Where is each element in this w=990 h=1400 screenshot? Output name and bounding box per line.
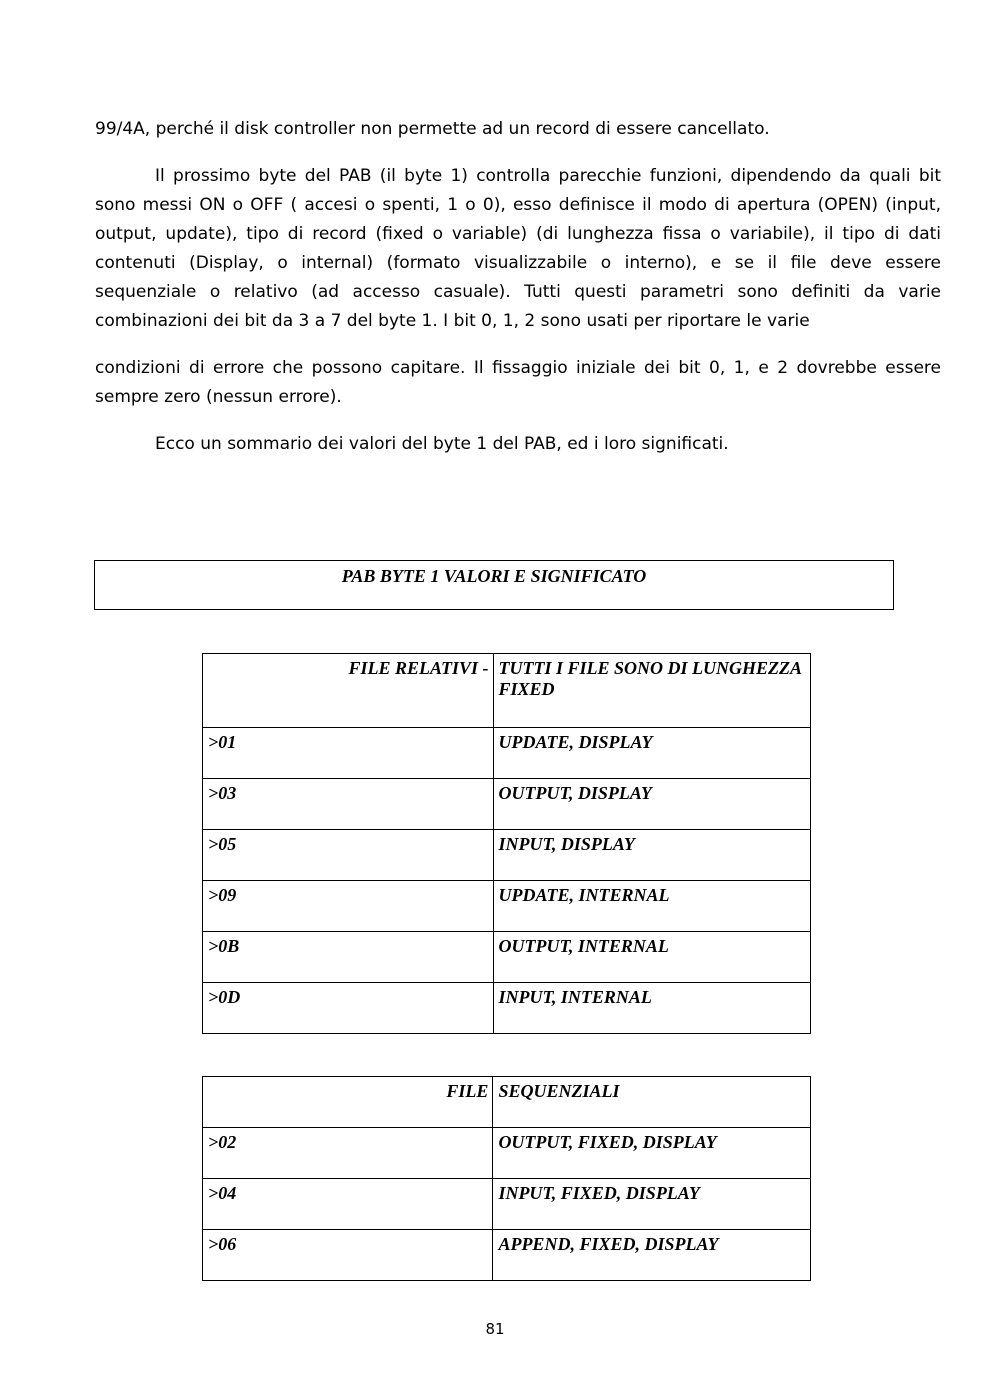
table-header-row	[203, 654, 811, 728]
table-header-right: TUTTI I FILE SONO DI LUNGHEZZA FIXED	[493, 654, 811, 728]
meaning-cell: INPUT, INTERNAL	[493, 983, 811, 1034]
meaning-cell: OUTPUT, FIXED, DISPLAY	[493, 1128, 811, 1179]
meaning-cell: UPDATE, DISPLAY	[493, 728, 811, 779]
paragraph-1: 99/4A, perché il disk controller non permette ad un record di essere cancellato.	[95, 119, 770, 139]
table-row	[203, 932, 811, 983]
meaning-cell: APPEND, FIXED, DISPLAY	[493, 1230, 811, 1281]
code-cell: >02	[203, 1128, 493, 1179]
meaning-cell: INPUT, DISPLAY	[493, 830, 811, 881]
paragraph-2: Il prossimo byte del PAB (il byte 1) controlla parecchie funzioni, dipendendo da quali bit sono messi ON o OFF ( accesi o spenti, 1 o 0), esso definisce il modo di apertura (OPEN) (input, output, update), tipo di record (fixed o variable) (di lunghezza fissa o variabile), il tipo di dati contenuti (Display, o internal) (formato visualizzabile o interno), e se il file deve essere sequenziale o relativo (ad accesso casuale). Tutti questi parametri sono definiti da varie combinazioni dei bit da 3 a 7 del byte 1. I bit 0, 1, 2 sono usati per riportare le varie	[95, 166, 941, 331]
code-cell: >04	[203, 1179, 493, 1230]
code-cell: >06	[203, 1230, 493, 1281]
code-cell: >09	[203, 881, 494, 932]
meaning-cell: INPUT, FIXED, DISPLAY	[493, 1179, 811, 1230]
code-cell: >0D	[203, 983, 494, 1034]
table-row	[203, 1128, 811, 1179]
table-header-right: SEQUENZIALI	[493, 1077, 811, 1128]
table-row	[203, 779, 811, 830]
table-row	[203, 728, 811, 779]
table-header-left: FILE	[203, 1077, 493, 1128]
meaning-cell: OUTPUT, DISPLAY	[493, 779, 811, 830]
table-row	[203, 830, 811, 881]
code-cell: >03	[203, 779, 494, 830]
table-header-row	[203, 1077, 811, 1128]
section-title: PAB BYTE 1 VALORI E SIGNIFICATO	[341, 566, 647, 586]
meaning-cell: UPDATE, INTERNAL	[493, 881, 811, 932]
paragraph-3: condizioni di errore che possono capitare. Il fissaggio iniziale dei bit 0, 1, e 2 dovrebbe essere sempre zero (nessun errore).	[95, 358, 941, 407]
table-row	[203, 1230, 811, 1281]
relative-files-table	[202, 653, 811, 1034]
table-header-left: FILE RELATIVI -	[203, 654, 494, 728]
table-row	[203, 1179, 811, 1230]
page-number: 81	[485, 1320, 505, 1338]
table-row	[203, 881, 811, 932]
sequential-files-table	[202, 1076, 811, 1281]
meaning-cell: OUTPUT, INTERNAL	[493, 932, 811, 983]
code-cell: >0B	[203, 932, 494, 983]
paragraph-4: Ecco un sommario dei valori del byte 1 del PAB, ed i loro significati.	[155, 434, 729, 454]
table-row	[203, 983, 811, 1034]
code-cell: >01	[203, 728, 494, 779]
section-title-box	[94, 560, 894, 610]
code-cell: >05	[203, 830, 494, 881]
